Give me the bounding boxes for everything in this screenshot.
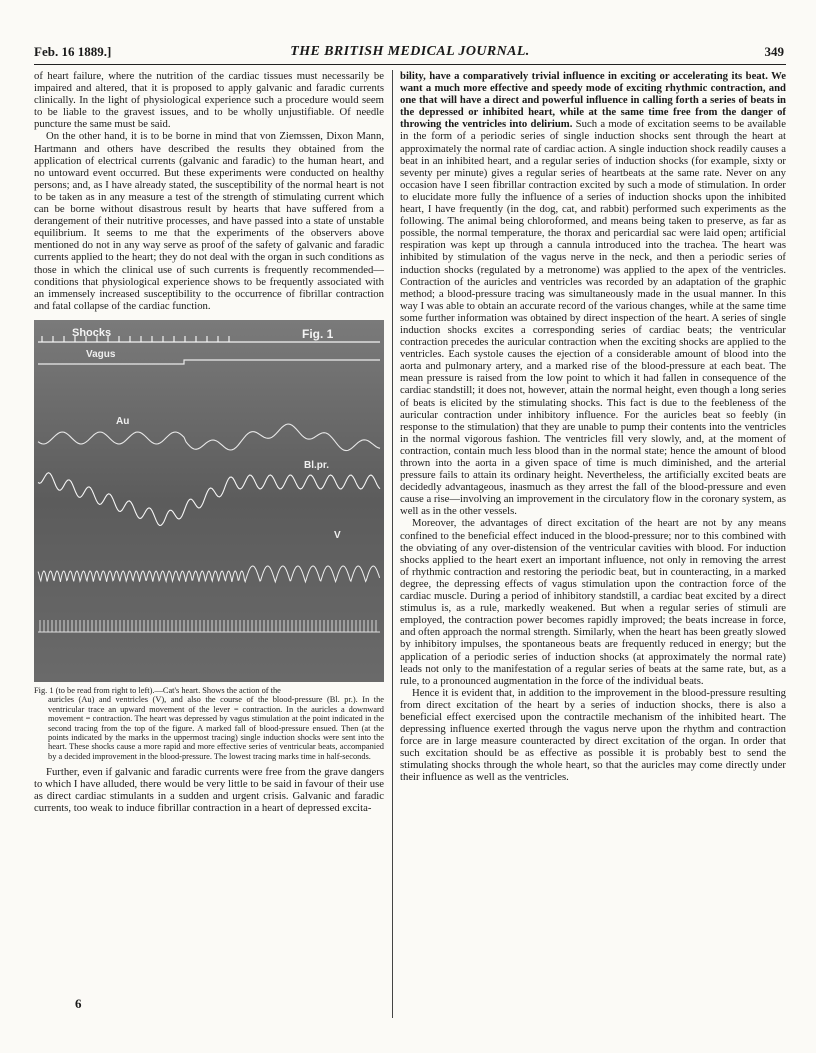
right-column [400,70,786,784]
right-paragraph-2: Moreover, the advantages of direct excitation of the heart are not by any means confined to the beneficial effect induced in the blood-pressure; nor to this combined with the obviating of any over-distension of the ventricular cavities with blood. For induction shocks applied to the heart exert an important influence, not only in removing the arrest of rhythmic contraction and restoring the periodic beat, but in counteracting, in a marked degree, the depressing effects of vagus stimulation upon the contraction force of the cardiac muscle. During a period of inhibitory standstill, a cardiac beat excited by a direct stimulus is, as a rule, markedly weakened. But when a regular series of stimuli are employed, the contraction power becomes rapidly improved; the beats increase in force, and often approach the normal strength. Similarly, when the heart has been greatly slowed by inhibitory impulses, the spontaneous beats are frequently reduced in energy; but the application of a periodic series of induction shocks (at approximately the normal rate) leads not only to the manifestation of a regular series of beats at the same rate, but, as a rule, to a pronounced augmentation in the force of the individual beats. [400,517,786,687]
left-paragraph-2: On the other hand, it is to be borne in mind that von Ziemssen, Dixon Mann, Hartmann and others have described the results they obtained from the application of electrical currents (galvanic and faradic) to the human heart, and no untoward event occurred. But these experiments were conducted on healthy persons; and, as I have already stated, the susceptibility of the normal heart is not to be taken as in any measure a test of the strength of stimulating current which can be borne without disastrous result by hearts that have suffered from a derangement of their nutritive processes, and have passed into a state of unstable equilibrium. It seems to me that the experiments of the observers above mentioned do not in any way serve as proof of the safety of galvanic and faradic currents applied to the heart; they do not deal with the organ in such conditions as those in which the clinical use of such currents is frequently recommended—conditions that physiological experience shows to be frequently associated with an immensely increased susceptibility to the occurrence of fibrillar contraction and fatal collapse of the cardiac function. [34,130,384,312]
right-paragraph-3: Hence it is evident that, in addition to the improvement in the blood-pressure resulting from direct excitation of the heart by a series of induction shocks, there is also a beneficial effect exercised upon the contractile mechanism of the inhibited heart. The depressing influence exerted through the vagus nerve upon the rhythm and contraction force are in large measure counteracted by direct excitation of the organ. In order that such excitation should be as effective as possible it is probably best to send the stimulating shocks through the whole heart, so that the auricles may come directly under their influence as well as the ventricles. [400,686,786,784]
figure-caption-body: auricles (Au) and ventricles (V), and also the course of the blood-pressure (Bl. pr.). In the ventricular trace an upward movement of the lever = contraction. In the auricles a downward movement = contraction. The heart was depressed by vagus stimulation at the point indicated in the second tracing from the top of the figure. A marked fall of blood-pressure ensued. Then (at the points indicated by the marks in the uppermost tracing) single induction shocks were sent into the heart. These shocks cause a more rapid and more effective series of ventricular beats, accompanied by a decided improvement in the blood-pressure. The lowest tracing marks time in half-seconds. [48,695,384,761]
left-paragraph-1: of heart failure, where the nutrition of the cardiac tissues must necessarily be impaired and altered, that it is proposed to apply galvanic and faradic currents clinically. In the light of physiological experience such a procedure would seem to be liable to the gravest issues, and to be wholly unjustifiable. Of needle puncture the same must be said. [34,70,384,131]
figure-1-tracings [34,320,384,682]
header-rule [34,64,786,65]
left-column [34,70,384,815]
signature-mark: 6 [75,996,82,1011]
left-paragraph-3: Further, even if galvanic and faradic currents were free from the grave dangers to which I have alluded, there would be very little to be said in favour of their use as direct cardiac stimulants in a sudden and urgent crisis. Galvanic and faradic currents, too weak to induce fibrillar contraction in a heart of depressed excita- [34,766,384,815]
right-paragraph-1 [400,70,786,517]
header-date: Feb. 16 1889.] [34,44,112,59]
right-paragraph-1-rest: Such a mode of excitation seems to be available in the form of a periodic series of single induction shocks sent through the heart at approximately the normal rate of cardiac action. A single induction shock readily causes a beat in an inhibited heart, and a regular series of induction shocks (for example, sixty or seventy per minute) gives a regular series of heartbeats at the same rate. Never on any occasion have I seen fibrillar contraction excited by such a mode of stimulation. In order to elucidate more fully the influence of a series of induction shocks upon the inhibited heart, I have frequently (in the dog, cat, and rabbit) performed such experiments as the following. The animal being chloroformed, and means being taken to preserve, as far as possible, the normal temperature, the thorax and pericardial sac were laid open; artificial respiration was kept up through a cannula introduced into the trachea. The heart was inhibited by stimulation of the vagus nerve in the neck, and then a periodic series of induction shocks (regulated by a metronome) was applied to the apex of the ventricles. Contraction of the auricles and ventricles was recorded by an adaptation of the graphic method; a blood-pressure tracing was simultaneously made in the usual manner. In this way I was able to obtain an accurate record of the various changes, while at the same time some further information was obtained by direct inspection of the heart. A series of single induction shocks excites a corresponding series of cardiac beats; the ventricular contraction precedes the auricular contraction when the exciting shocks are applied to the ventricles. Each systole causes the ejection of a considerable amount of blood into the aorta and pulmonary artery, and a marked rise of the blood-pressure at each beat. The mean pressure is raised from the low point to which it had fallen in consequence of the cardiac standstill; it does not, however, attain the normal height, even though a long series of beats is elicited by the stimulating shocks. This fact is due to the feebleness of the auricular contraction under inhibitory influence. For the auricles beat so feebly (in response to the stimulation) that they are unable to pump their contents into the ventricles in the normal vigorous fashion. The ventricles fill very slowly, and, at the moment of contraction, contain much less blood than in the normal state; hence the amount of blood thrown into the aorta in a given space of time is much diminished, and the arterial pressure fails to attain its ordinary height. Nevertheless, the artificially excited beats are decidedly advantageous, inasmuch as they arrest the fall of the blood-pressure and even cause a rise—involving an improvement in the circulatory flow in the coronary system, as well as in the other vessels. [400,118,786,518]
page-number: 349 [764,44,784,59]
figure-background [34,320,384,682]
label-shocks: Shocks [72,326,112,339]
page-header [34,42,786,64]
figure-caption-line-1: Fig. 1 (to be read from right to left).—Cat's heart. Shows the action of the [34,685,281,695]
label-v: V [334,529,341,541]
right-paragraph-1-bold: bility, have a comparatively trivial influence in exciting or accelerating its beat. We want a much more effective and speedy mode of exciting rhythmic contraction, and one that will have a direct and powerful influence in calling forth a series of beats in the depressed or inhibited heart, while at the same time free from the danger of throwing the ventricles into delirium. [400,70,786,131]
label-au: Au [116,415,130,427]
label-vagus: Vagus [86,348,116,360]
label-blpr: Bl.pr. [304,459,330,471]
column-divider [392,70,393,1018]
figure-caption [34,686,384,761]
figure-1 [34,320,384,682]
label-fig: Fig. 1 [302,326,334,341]
journal-title: THE BRITISH MEDICAL JOURNAL. [290,44,530,59]
